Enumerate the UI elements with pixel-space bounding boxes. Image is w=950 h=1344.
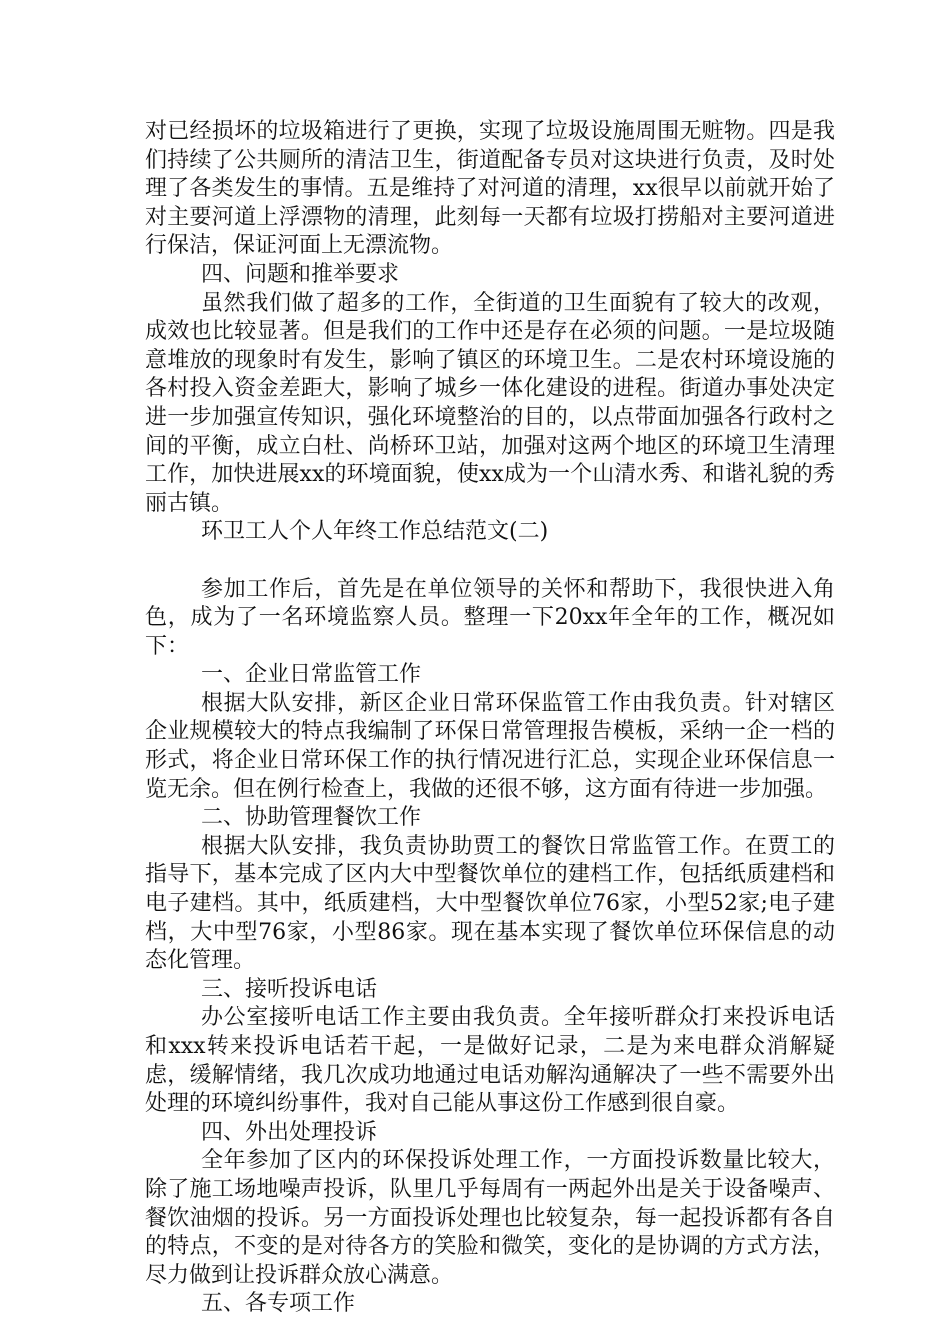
paragraph-1: 根据大队安排，新区企业日常环保监管工作由我负责。针对辖区企业规模较大的特点我编制了环保日常管理报告模板，采纳一企一档的形式，将企业日常环保工作的执行情况进行汇总，实现企业环保信息一览无余。但在例行检查上，我做的还很不够，这方面有待进一步加强。 xyxy=(145,690,835,802)
paragraph-4: 全年参加了区内的环保投诉处理工作，一方面投诉数量比较大，除了施工场地噪声投诉，队里几乎每周有一两起外出是关于设备噪声、餐饮油烟的投诉。另一方面投诉处理也比较复杂，每一起投诉都有各自的特点，不变的是对待各方的笑脸和微笑，变化的是协调的方式方法，尽力做到让投诉群众放心满意。 xyxy=(145,1148,835,1288)
section-heading-1: 一、企业日常监管工作 xyxy=(201,662,422,688)
paragraph-continued: 对已经损坏的垃圾箱进行了更换，实现了垃圾设施周围无赃物。四是我们持续了公共厕所的清洁卫生，街道配备专员对这块进行负责，及时处理了各类发生的事情。五是维持了对河道的清理，xx很早以前就开始了对主要河道上浮漂物的清理，此刻每一天都有垃圾打捞船对主要河道进行保洁，保证河面上无漂流物。 xyxy=(145,119,835,259)
section-heading-5: 五、各专项工作 xyxy=(201,1291,356,1317)
section-heading-problems: 四、问题和推举要求 xyxy=(201,261,400,287)
paragraph-intro: 参加工作后，首先是在单位领导的关怀和帮助下，我很快进入角色，成为了一名环境监察人员。整理一下20xx年全年的工作，概况如下： xyxy=(145,576,835,659)
document-body xyxy=(145,118,835,1319)
section-heading-4: 四、外出处理投诉 xyxy=(201,1119,378,1145)
paragraph-2: 根据大队安排，我负责协助贾工的餐饮日常监管工作。在贾工的指导下，基本完成了区内大中型餐饮单位的建档工作，包括纸质建档和电子建档。其中，纸质建档，大中型餐饮单位76家，小型52家;电子建档，大中型76家，小型86家。现在基本实现了餐饮单位环保信息的动态化管理。 xyxy=(145,833,835,974)
paragraph-3: 办公室接听电话工作主要由我负责。全年接听群众打来投诉电话和xxx转来投诉电话若干起，一是做好记录，二是为来电群众消解疑虑，缓解情绪，我几次成功地通过电话劝解沟通解决了一些不需要外出处理的环境纠纷事件，我对自己能从事这份工作感到很自豪。 xyxy=(145,1005,835,1117)
paragraph-problems: 虽然我们做了超多的工作，全街道的卫生面貌有了较大的改观，成效也比较显著。但是我们的工作中还是存在必须的问题。一是垃圾随意堆放的现象时有发生，影响了镇区的环境卫生。二是农村环境设施的各村投入资金差距大，影响了城乡一体化建设的进程。街道办事处决定进一步加强宣传知识，强化环境整治的目的，以点带面加强各行政村之间的平衡，成立白杜、尚桥环卫站，加强对这两个地区的环境卫生清理工作，加快进展xx的环境面貌，使xx成为一个山清水秀、和谐礼貌的秀丽古镇。 xyxy=(145,290,835,516)
article-title-2: 环卫工人个人年终工作总结范文(二) xyxy=(201,519,549,545)
blank-line xyxy=(145,547,835,576)
section-heading-3: 三、接听投诉电话 xyxy=(201,976,378,1002)
section-heading-2: 二、协助管理餐饮工作 xyxy=(201,805,422,831)
